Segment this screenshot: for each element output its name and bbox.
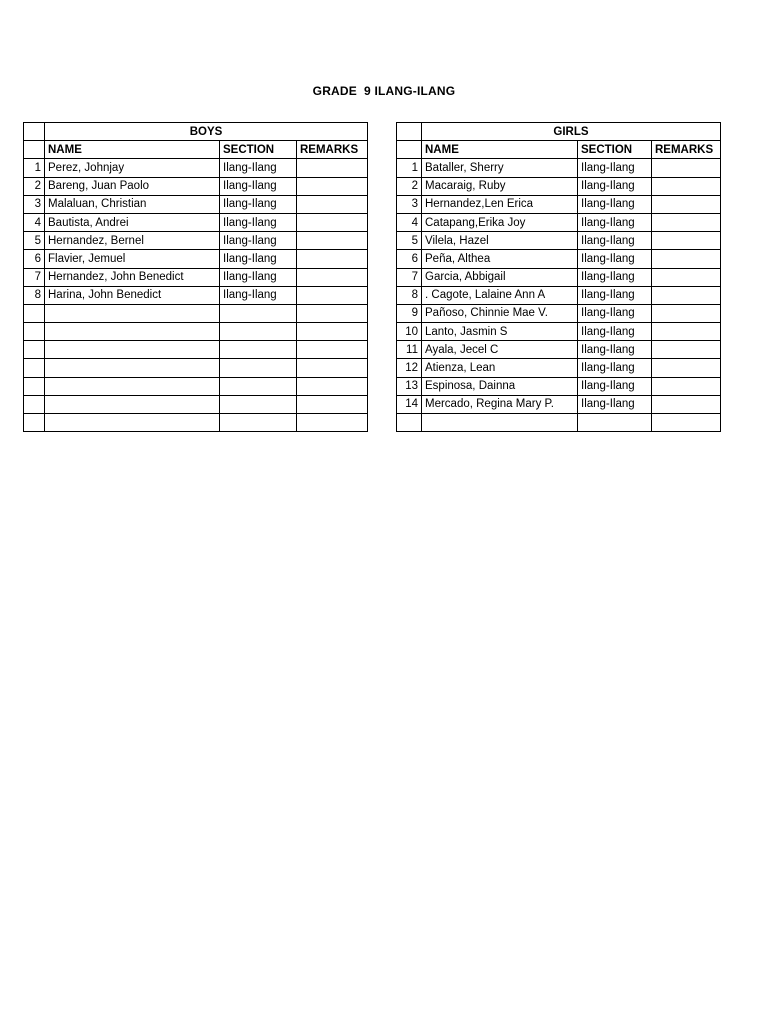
name-cell: Harina, John Benedict	[45, 286, 220, 304]
table-row	[397, 395, 721, 413]
remarks-cell	[652, 304, 721, 322]
remarks-cell	[652, 359, 721, 377]
row-number-cell: 4	[24, 213, 45, 231]
row-number-cell: 12	[397, 359, 422, 377]
row-number-cell	[24, 414, 45, 432]
remarks-cell	[297, 232, 368, 250]
table-row	[24, 177, 368, 195]
table-row	[24, 359, 368, 377]
name-cell: Espinosa, Dainna	[422, 377, 578, 395]
remarks-cell	[297, 268, 368, 286]
name-cell	[45, 359, 220, 377]
name-cell: Bautista, Andrei	[45, 213, 220, 231]
section-cell	[220, 323, 297, 341]
section-cell: Ilang-Ilang	[578, 323, 652, 341]
table-row	[397, 323, 721, 341]
table-row	[397, 268, 721, 286]
name-cell: Mercado, Regina Mary P.	[422, 395, 578, 413]
page-title: GRADE 9 ILANG-ILANG	[312, 84, 456, 98]
section-cell: Ilang-Ilang	[578, 195, 652, 213]
table-row	[397, 250, 721, 268]
remarks-cell	[652, 341, 721, 359]
table-row	[397, 159, 721, 177]
table-row	[24, 268, 368, 286]
girls-remarks-column-header: REMARKS	[652, 141, 721, 159]
girls-rows	[397, 159, 721, 432]
boys-table	[23, 122, 368, 432]
name-cell: Hernandez,Len Erica	[422, 195, 578, 213]
section-cell: Ilang-Ilang	[220, 268, 297, 286]
remarks-cell	[297, 395, 368, 413]
table-row	[397, 377, 721, 395]
row-number-cell: 11	[397, 341, 422, 359]
table-row	[397, 359, 721, 377]
boys-no-header-cell	[24, 141, 45, 159]
table-row	[24, 159, 368, 177]
boys-section-column-header: SECTION	[220, 141, 297, 159]
row-number-cell: 5	[397, 232, 422, 250]
section-cell: Ilang-Ilang	[220, 213, 297, 231]
section-cell	[220, 341, 297, 359]
table-row	[397, 304, 721, 322]
section-cell: Ilang-Ilang	[578, 268, 652, 286]
remarks-cell	[297, 377, 368, 395]
remarks-cell	[297, 159, 368, 177]
remarks-cell	[652, 414, 721, 432]
table-row	[24, 377, 368, 395]
row-number-cell: 7	[24, 268, 45, 286]
name-cell: Peña, Althea	[422, 250, 578, 268]
boys-header: BOYS	[45, 123, 368, 141]
row-number-cell: 7	[397, 268, 422, 286]
remarks-cell	[652, 377, 721, 395]
name-cell: Lanto, Jasmin S	[422, 323, 578, 341]
name-cell	[45, 395, 220, 413]
table-row	[397, 195, 721, 213]
remarks-cell	[652, 395, 721, 413]
section-cell: Ilang-Ilang	[220, 195, 297, 213]
table-row	[24, 232, 368, 250]
section-cell: Ilang-Ilang	[578, 286, 652, 304]
section-cell	[220, 359, 297, 377]
boys-rows	[24, 159, 368, 432]
remarks-cell	[652, 232, 721, 250]
row-number-cell	[24, 341, 45, 359]
girls-section-column-header: SECTION	[578, 141, 652, 159]
remarks-cell	[652, 213, 721, 231]
remarks-cell	[297, 414, 368, 432]
row-number-cell: 4	[397, 213, 422, 231]
row-number-cell: 10	[397, 323, 422, 341]
girls-name-column-header: NAME	[422, 141, 578, 159]
table-row	[24, 250, 368, 268]
remarks-cell	[297, 304, 368, 322]
remarks-cell	[652, 250, 721, 268]
boys-group-header-row	[24, 123, 368, 141]
section-cell: Ilang-Ilang	[220, 159, 297, 177]
remarks-cell	[652, 195, 721, 213]
remarks-cell	[652, 268, 721, 286]
girls-column-header-row	[397, 141, 721, 159]
row-number-cell: 8	[24, 286, 45, 304]
remarks-cell	[297, 213, 368, 231]
name-cell: Malaluan, Christian	[45, 195, 220, 213]
row-number-cell: 14	[397, 395, 422, 413]
remarks-cell	[652, 323, 721, 341]
name-cell: Catapang,Erika Joy	[422, 213, 578, 231]
name-cell: Macaraig, Ruby	[422, 177, 578, 195]
section-cell: Ilang-Ilang	[220, 250, 297, 268]
section-cell: Ilang-Ilang	[578, 213, 652, 231]
section-cell: Ilang-Ilang	[578, 377, 652, 395]
name-cell: . Cagote, Lalaine Ann A	[422, 286, 578, 304]
name-cell: Ayala, Jecel C	[422, 341, 578, 359]
name-cell	[45, 323, 220, 341]
boys-column-header-row	[24, 141, 368, 159]
girls-group-header-row	[397, 123, 721, 141]
name-cell	[45, 414, 220, 432]
row-number-cell: 1	[24, 159, 45, 177]
remarks-cell	[652, 159, 721, 177]
remarks-cell	[652, 177, 721, 195]
girls-no-header-cell	[397, 141, 422, 159]
section-cell: Ilang-Ilang	[578, 177, 652, 195]
name-cell	[422, 414, 578, 432]
table-row	[24, 213, 368, 231]
boys-name-column-header: NAME	[45, 141, 220, 159]
row-number-cell: 6	[397, 250, 422, 268]
remarks-cell	[297, 250, 368, 268]
section-cell: Ilang-Ilang	[578, 359, 652, 377]
table-row	[24, 195, 368, 213]
name-cell: Hernandez, John Benedict	[45, 268, 220, 286]
remarks-cell	[297, 286, 368, 304]
section-cell	[220, 304, 297, 322]
section-cell: Ilang-Ilang	[578, 232, 652, 250]
remarks-cell	[297, 323, 368, 341]
section-cell: Ilang-Ilang	[578, 395, 652, 413]
name-cell: Perez, Johnjay	[45, 159, 220, 177]
section-cell: Ilang-Ilang	[578, 341, 652, 359]
section-cell: Ilang-Ilang	[578, 250, 652, 268]
section-cell: Ilang-Ilang	[220, 286, 297, 304]
name-cell	[45, 377, 220, 395]
row-number-cell: 13	[397, 377, 422, 395]
row-number-cell: 6	[24, 250, 45, 268]
row-number-cell: 3	[397, 195, 422, 213]
table-row	[24, 286, 368, 304]
row-number-cell	[24, 304, 45, 322]
girls-corner-cell	[397, 123, 422, 141]
table-row	[397, 213, 721, 231]
row-number-cell: 8	[397, 286, 422, 304]
name-cell: Bataller, Sherry	[422, 159, 578, 177]
remarks-cell	[297, 177, 368, 195]
section-cell: Ilang-Ilang	[578, 304, 652, 322]
row-number-cell	[397, 414, 422, 432]
name-cell: Pañoso, Chinnie Mae V.	[422, 304, 578, 322]
remarks-cell	[652, 286, 721, 304]
remarks-cell	[297, 341, 368, 359]
row-number-cell	[24, 395, 45, 413]
section-cell	[220, 414, 297, 432]
row-number-cell	[24, 359, 45, 377]
table-row	[397, 177, 721, 195]
row-number-cell: 3	[24, 195, 45, 213]
row-number-cell: 9	[397, 304, 422, 322]
table-row	[397, 232, 721, 250]
section-cell: Ilang-Ilang	[578, 159, 652, 177]
name-cell	[45, 341, 220, 359]
row-number-cell	[24, 323, 45, 341]
section-cell: Ilang-Ilang	[220, 232, 297, 250]
row-number-cell: 2	[397, 177, 422, 195]
girls-table	[396, 122, 721, 432]
section-cell	[220, 377, 297, 395]
remarks-cell	[297, 195, 368, 213]
remarks-cell	[297, 359, 368, 377]
row-number-cell: 1	[397, 159, 422, 177]
section-cell: Ilang-Ilang	[220, 177, 297, 195]
section-cell	[220, 395, 297, 413]
name-cell: Hernandez, Bernel	[45, 232, 220, 250]
name-cell: Atienza, Lean	[422, 359, 578, 377]
name-cell: Flavier, Jemuel	[45, 250, 220, 268]
table-row	[24, 414, 368, 432]
name-cell	[45, 304, 220, 322]
name-cell: Garcia, Abbigail	[422, 268, 578, 286]
row-number-cell: 5	[24, 232, 45, 250]
row-number-cell: 2	[24, 177, 45, 195]
name-cell: Bareng, Juan Paolo	[45, 177, 220, 195]
section-cell	[578, 414, 652, 432]
table-row	[397, 286, 721, 304]
table-row	[24, 304, 368, 322]
table-row	[397, 414, 721, 432]
table-row	[24, 341, 368, 359]
table-row	[397, 341, 721, 359]
name-cell: Vilela, Hazel	[422, 232, 578, 250]
row-number-cell	[24, 377, 45, 395]
table-row	[24, 323, 368, 341]
boys-corner-cell	[24, 123, 45, 141]
girls-header: GIRLS	[422, 123, 721, 141]
table-row	[24, 395, 368, 413]
boys-remarks-column-header: REMARKS	[297, 141, 368, 159]
